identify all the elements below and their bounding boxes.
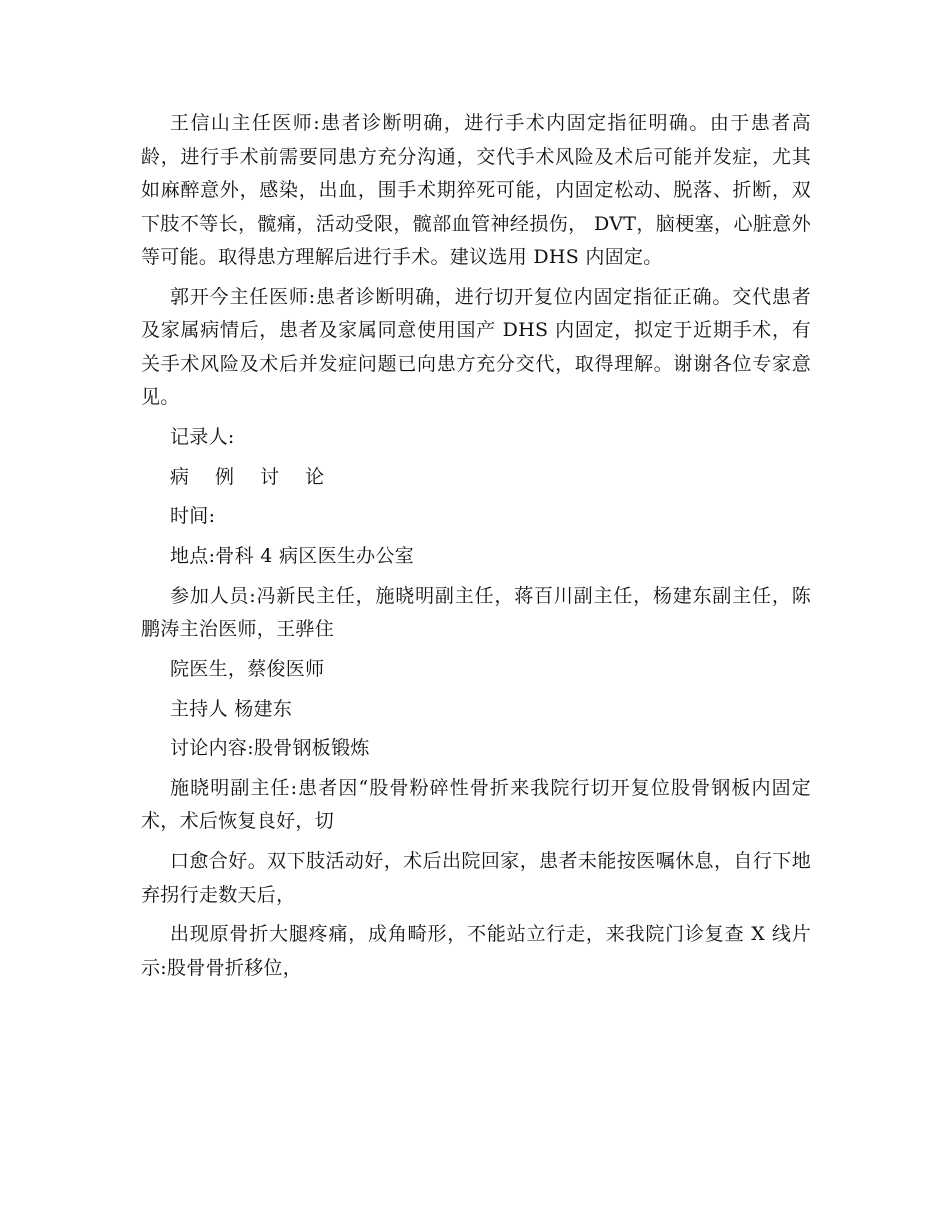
document-body [141,107,811,991]
paragraph-shi-continuation-1: 口愈合好。双下肢活动好，术后出院回家，患者未能按医嘱休息，自行下地弃拐行走数天后， [141,850,811,906]
discussion-topic-line: 讨论内容:股骨钢板锻炼 [170,737,370,760]
paragraph-guo-opinion: 郭开今主任医师:患者诊断明确，进行切开复位内固定指征正确。交代患者及家属病情后，患者及家属同意使用国产 DHS 内固定，拟定于近期手术，有关手术风险及术后并发症问题已向患方充分交代，取得理解。谢谢各位专家意见。 [141,285,811,409]
time-line: 时间: [170,505,216,528]
location-line: 地点:骨科 4 病区医生办公室 [170,544,415,567]
participants-continuation: 院医生，蔡俊医师 [170,657,325,680]
section-heading-case-discussion: 病 例 讨 论 [170,465,335,488]
paragraph-wang-opinion: 王信山主任医师:患者诊断明确，进行手术内固定指征明确。由于患者高龄，进行手术前需要同患方充分沟通，交代手术风险及术后可能并发症，尤其如麻醉意外，感染，出血，围手术期猝死可能，内固定松动、脱落、折断，双下肢不等长，髋痛，活动受限，髋部血管神经损伤， DVT，脑梗塞，心脏意外等可能。取得患方理解后进行手术。建议选用 DHS 内固定。 [141,112,811,268]
host-line: 主持人 杨建东 [170,697,293,720]
recorder-line: 记录人: [170,425,235,448]
participants-line: 参加人员:冯新民主任，施晓明副主任，蒋百川副主任，杨建东副主任，陈鹏涛主治医师，王骅住 [141,584,811,641]
paragraph-shi-opinion: 施晓明副主任:患者因“股骨粉碎性骨折来我院行切开复位股骨钢板内固定术，术后恢复良好，切 [141,776,811,833]
paragraph-shi-continuation-2: 出现原骨折大腿疼痛，成角畸形，不能站立行走，来我院门诊复查 X 线片示:股骨骨折移位， [141,923,811,979]
